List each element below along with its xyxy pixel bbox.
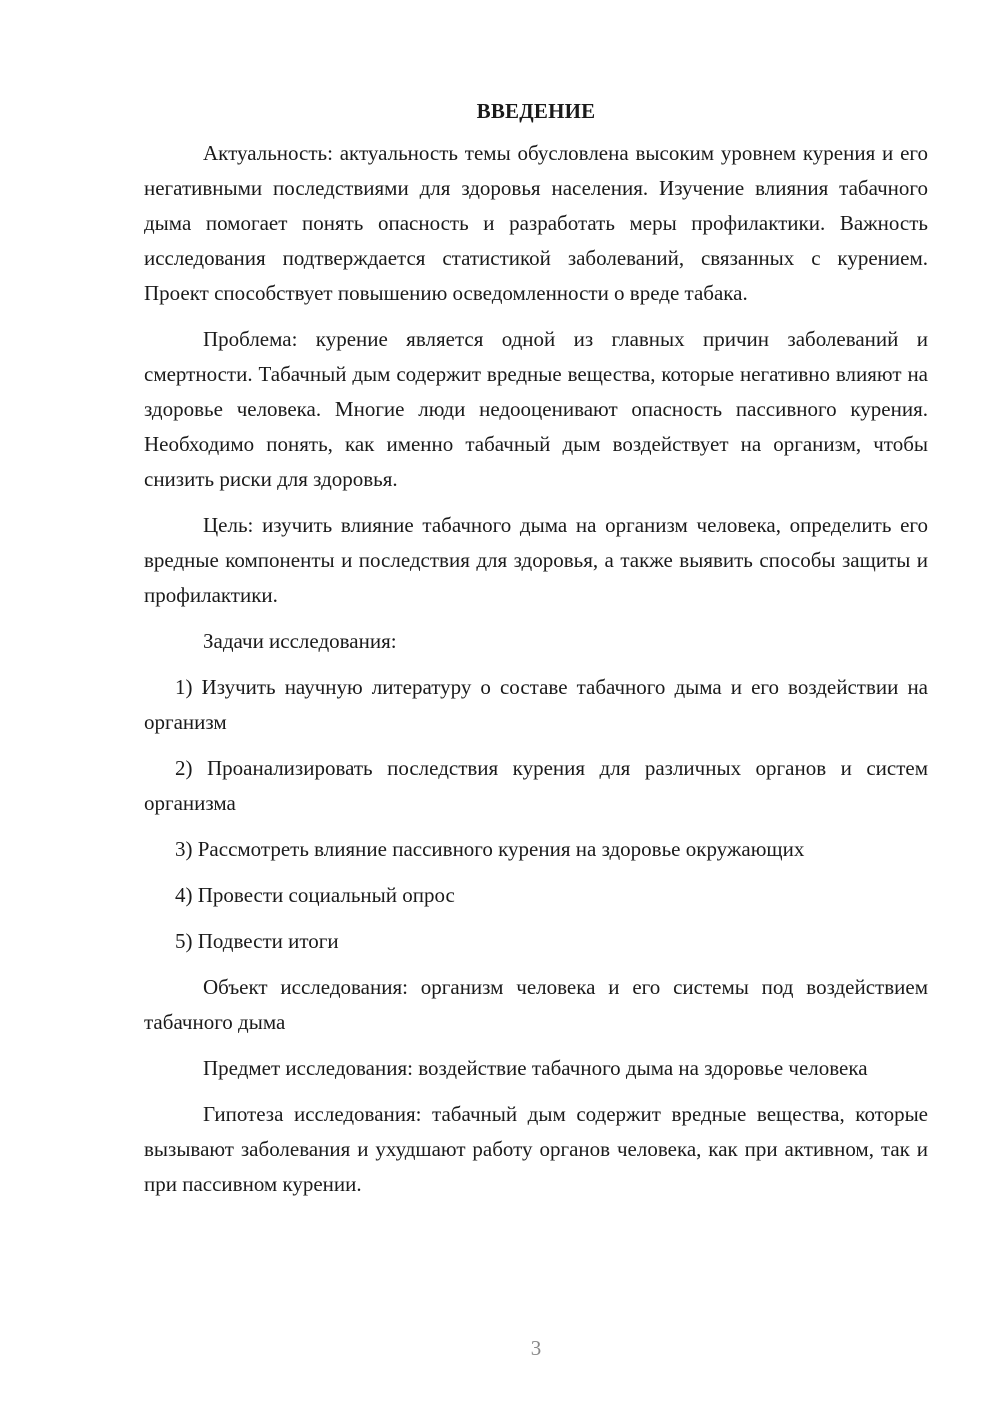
subject-paragraph: Предмет исследования: воздействие табачного дыма на здоровье человека [203,1056,868,1080]
object-paragraph: Объект исследования: организм человека и его системы под воздействием табачного дыма [144,975,928,1034]
page-number: 3 [530,1336,542,1360]
task-item: 3) Рассмотреть влияние пассивного курения на здоровье окружающих [175,837,805,861]
hypothesis-paragraph: Гипотеза исследования: табачный дым содержит вредные вещества, которые вызывают заболевания и ухудшают работу органов человека, как при активном, так и при пассивном курении. [144,1102,928,1196]
task-item: 2) Проанализировать последствия курения для различных органов и систем организма [144,756,928,815]
relevance-paragraph: Актуальность: актуальность темы обусловлена высоким уровнем курения и его негативными последствиями для здоровья населения. Изучение влияния табачного дыма помогает понять опасность и разработать меры профилактики. Важность исследования подтверждается статистикой заболеваний, связанных с курением. Проект способствует повышению осведомленности о вреде табака. [144,141,928,305]
document-page [144,96,928,1213]
task-item: 4) Провести социальный опрос [175,883,455,907]
tasks-heading: Задачи исследования: [203,629,397,653]
problem-paragraph: Проблема: курение является одной из главных причин заболеваний и смертности. Табачный дым содержит вредные вещества, которые негативно влияют на здоровье человека. Многие люди недооценивают опасность пассивного курения. Необходимо понять, как именно табачный дым воздействует на организм, чтобы снизить риски для здоровья. [144,327,928,491]
page-title: ВВЕДЕНИЕ [476,99,596,123]
tasks-list [144,670,928,959]
task-item: 5) Подвести итоги [175,929,339,953]
task-item: 1) Изучить научную литературу о составе табачного дыма и его воздействии на организм [144,675,928,734]
goal-paragraph: Цель: изучить влияние табачного дыма на организм человека, определить его вредные компоненты и последствия для здоровья, а также выявить способы защиты и профилактики. [144,513,928,607]
